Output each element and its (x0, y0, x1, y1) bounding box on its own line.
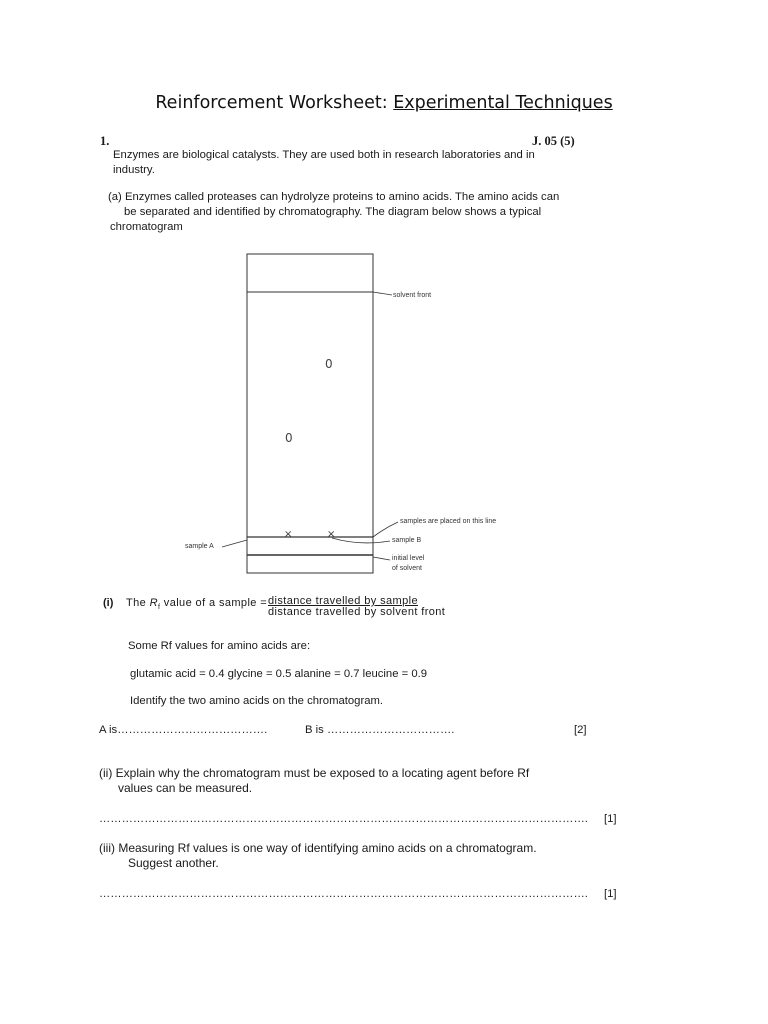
rf-text-prefix: The (126, 597, 150, 609)
title-prefix: Reinforcement Worksheet: (155, 93, 394, 113)
part-iii-line-1: (iii) Measuring Rf values is one way of identifying amino acids on a chromatogram. (99, 841, 537, 855)
part-a-line-1: (a) Enzymes called proteases can hydrolyze proteins to amino acids. The amino acids can (108, 191, 560, 203)
sample-a-pointer (222, 540, 247, 547)
rf-symbol: R (149, 597, 158, 609)
part-ii-line-2: values can be measured. (118, 781, 253, 795)
rf-denominator: distance travelled by solvent front (268, 606, 446, 618)
part-iii-marks: [1] (604, 888, 617, 900)
intro-line-1: Enzymes are biological catalysts. They are used both in research laboratories and in (113, 149, 535, 161)
rf-fraction (268, 596, 445, 618)
title-topic: Experimental Techniques (393, 93, 613, 113)
initial-level-pointer (373, 557, 390, 560)
part-i-label: (i) (103, 597, 114, 609)
question-number: 1. (100, 134, 110, 148)
part-i-marks: [2] (574, 724, 587, 736)
cross-sample-a: × (284, 529, 293, 540)
part-ii-answer-line[interactable]: …………………………………………………………………………………………………………………. (99, 813, 588, 825)
label-initial-level-2: of solvent (392, 565, 422, 572)
rf-text-suffix: value of a sample = (160, 597, 268, 609)
label-initial-level-1: initial level (392, 555, 425, 562)
samples-line-pointer (373, 522, 398, 537)
cross-sample-b: × (327, 529, 336, 540)
label-samples-line: samples are placed on this line (400, 518, 497, 525)
answer-a-line[interactable]: A is…………………………………. (99, 724, 268, 736)
spot-b: 0 (325, 357, 333, 371)
identify-instruction: Identify the two amino acids on the chromatogram. (130, 695, 384, 707)
rf-numerator: distance travelled by sample (268, 595, 418, 607)
part-a-line-2: be separated and identified by chromatography. The diagram below shows a typical (124, 206, 542, 218)
solvent-front-pointer (373, 292, 392, 295)
spot-a: 0 (285, 431, 293, 445)
answer-b-line[interactable]: B is ……………………………. (305, 724, 455, 736)
question-reference: J. 05 (5) (532, 134, 575, 148)
part-ii-line-1: (ii) Explain why the chromatogram must be exposed to a locating agent before Rf (99, 766, 530, 780)
label-solvent-front: solvent front (393, 292, 432, 299)
intro-line-2: industry. (113, 164, 155, 176)
sample-b-pointer (332, 538, 390, 543)
rf-fraction-body (268, 596, 445, 618)
chromatography-paper (247, 254, 373, 573)
rf-subscript: f (157, 604, 161, 612)
part-ii-marks: [1] (604, 813, 617, 825)
label-sample-b: sample B (392, 537, 422, 544)
label-sample-a: sample A (185, 543, 214, 550)
part-a-line-3: chromatogram (110, 221, 183, 233)
part-iii-line-2: Suggest another. (128, 856, 219, 870)
rf-values: glutamic acid = 0.4 glycine = 0.5 alanine = 0.7 leucine = 0.9 (130, 668, 428, 680)
rf-intro: Some Rf values for amino acids are: (128, 640, 311, 652)
rf-definition (126, 597, 267, 611)
part-iii-answer-line[interactable]: …………………………………………………………………………………………………………………. (99, 888, 588, 900)
